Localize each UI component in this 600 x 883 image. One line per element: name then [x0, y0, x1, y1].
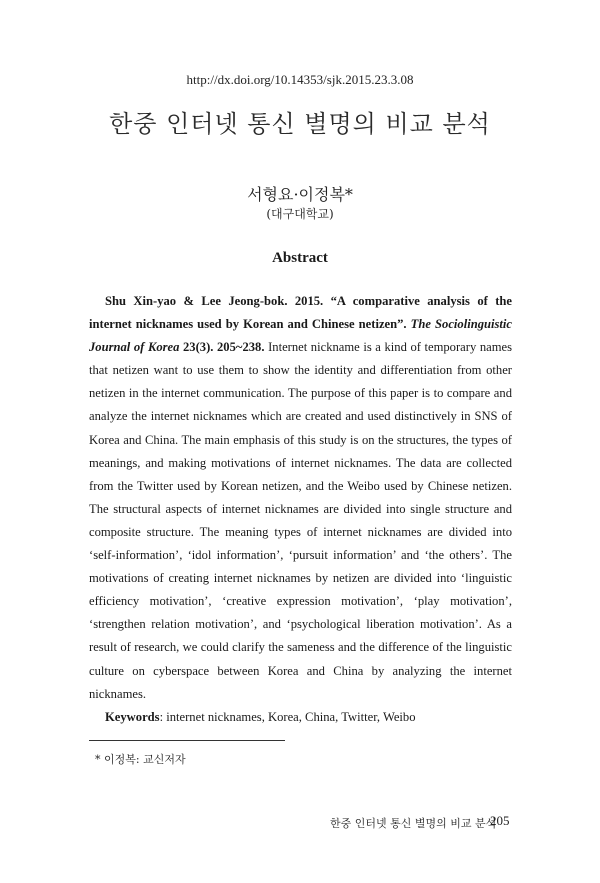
keywords-line [89, 706, 512, 729]
abstract-body: Internet nickname is a kind of temporary names that netizen want to use them to show the identity and differentiation from other netizen in the internet communication. The purpose of this paper is to compare and analyze the internet nicknames which are created and used distinctively in SNS of Korea and China. The main emphasis of this study is on the structures, the types of meanings, and making motivations of internet nicknames. The data are collected from the Twitter used by Korean netizen, and the Weibo used by Chinese netizen. The structural aspects of internet nicknames are divided into single structure and composite structure. The meaning types of internet nicknames are divided into ‘self-information’, ‘idol information’, ‘pursuit information’ and ‘the others’. The motivations of creating internet nicknames by netizen are divided into ‘linguistic efficiency motivation’, ‘creative expression motivation’, ‘play motivation’, ‘strengthen relation motivation’, and ‘psychological liberation motivation’. As a result of research, we could clarify the sameness and the difference of the linguistic culture on cyberspace between Korea and China by analyzing the internet nicknames. [89, 340, 513, 701]
footnote-divider [89, 740, 285, 741]
abstract-paragraph [89, 290, 512, 706]
keywords-text: : internet nicknames, Korea, China, Twitter, Weibo [159, 709, 416, 724]
page-number: 205 [490, 813, 510, 828]
footnote: * 이정복: 교신저자 [95, 753, 186, 766]
paper-title: 한중 인터넷 통신 별명의 비교 분석 [109, 110, 491, 138]
affiliation: (대구대학교) [266, 207, 334, 221]
citation-volume-pages: 23(3). 205~238. [179, 340, 265, 355]
citation-authors-year: Shu Xin-yao & Lee Jeong-bok. 2015. [105, 294, 331, 308]
keywords-label: Keywords [105, 709, 160, 724]
doi-link[interactable]: http://dx.doi.org/10.14353/sjk.2015.23.3.08 [186, 72, 414, 87]
abstract-heading: Abstract [272, 250, 328, 266]
running-head: 한중 인터넷 통신 별명의 비교 분석 [330, 817, 497, 830]
citation-paper-title: “A comparative analysis of the internet nicknames used by Korean and Chinese netizen”. [89, 294, 512, 332]
authors: 서형요·이정복* [247, 185, 353, 204]
citation-journal: The Sociolinguistic Journal of Korea [89, 317, 512, 355]
abstract-section [89, 290, 512, 729]
